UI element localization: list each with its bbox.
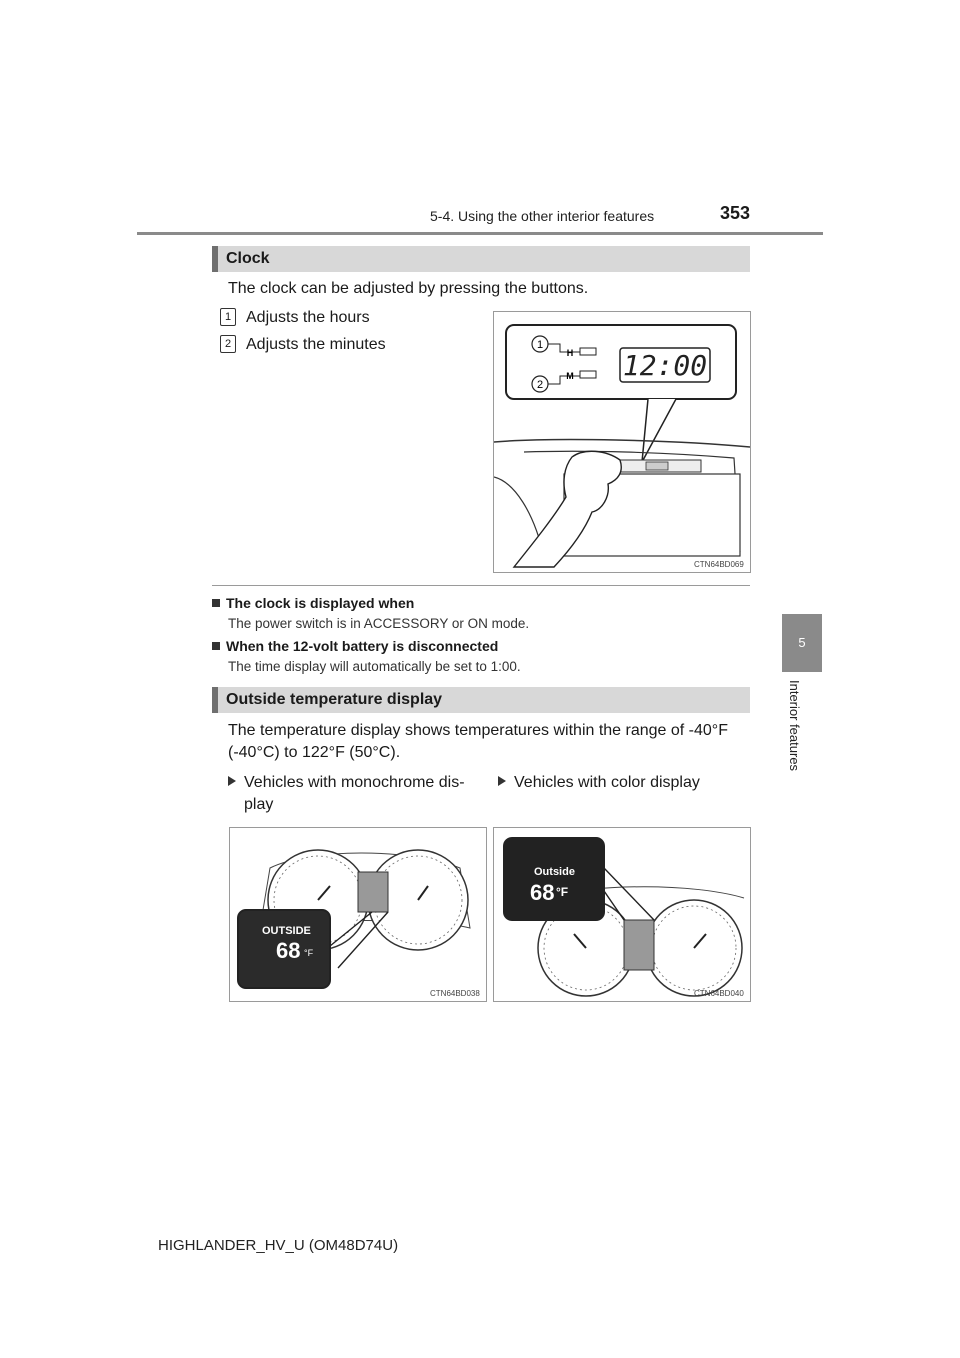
clock-illustration xyxy=(494,312,750,572)
variant-monochrome-label xyxy=(228,772,465,816)
variant-text: Vehicles with monochrome dis- xyxy=(244,774,465,791)
temperature-figure-color xyxy=(493,827,751,1002)
mono-temp-value: 68 xyxy=(276,938,301,963)
section-divider xyxy=(212,585,750,586)
chapter-tab: 5 xyxy=(782,614,822,672)
item-text: Adjusts the minutes xyxy=(246,336,386,353)
item-number-badge: 1 xyxy=(220,308,236,326)
temp-intro-line1: The temperature display shows temperatures within the range of -40°F xyxy=(228,722,728,739)
note-heading-text: The clock is displayed when xyxy=(226,595,415,611)
clock-intro: The clock can be adjusted by pressing the buttons. xyxy=(228,280,589,297)
section-heading-outside-temperature: Outside temperature display xyxy=(212,687,750,713)
clock-figure xyxy=(493,311,751,573)
figure-code: CTN64BD038 xyxy=(430,989,480,998)
variant-text-cont: play xyxy=(244,796,274,813)
figure-code: CTN64BD069 xyxy=(694,560,744,569)
footer-model-code: HIGHLANDER_HV_U (OM48D74U) xyxy=(158,1237,399,1254)
clock-item-hours xyxy=(220,308,370,327)
note-heading-text: When the 12-volt battery is disconnected xyxy=(226,638,499,654)
square-bullet-icon xyxy=(212,599,220,607)
callout-1: 1 xyxy=(536,339,544,351)
temp-intro-line2: (-40°C) to 122°F (50°C). xyxy=(228,744,401,761)
clock-item-minutes xyxy=(220,335,386,354)
color-outside-label: Outside xyxy=(534,866,575,878)
chapter-title: Interior features xyxy=(787,680,802,772)
note-text-clock-displayed: The power switch is in ACCESSORY or ON mode. xyxy=(228,616,530,631)
monochrome-cluster-illustration xyxy=(230,828,486,1001)
button-m-label: M xyxy=(566,371,574,381)
section-heading-clock: Clock xyxy=(212,246,750,272)
color-temp-value: 68 xyxy=(530,880,555,905)
variant-text: Vehicles with color display xyxy=(514,774,700,791)
note-text-battery-disconnected: The time display will automatically be set to 1:00. xyxy=(228,659,521,674)
header-section-title: 5-4. Using the other interior features xyxy=(430,208,655,224)
color-temp-unit: °F xyxy=(556,885,569,899)
chapter-title-vertical xyxy=(788,680,808,820)
mono-outside-label: OUTSIDE xyxy=(262,925,311,937)
item-text: Adjusts the hours xyxy=(246,309,370,326)
clock-digits: 12:00 xyxy=(622,349,708,382)
item-number-badge: 2 xyxy=(220,335,236,353)
header-divider xyxy=(137,232,823,235)
callout-2: 2 xyxy=(536,379,544,391)
button-h-label: H xyxy=(566,348,574,358)
square-bullet-icon xyxy=(212,642,220,650)
note-heading-clock-displayed xyxy=(212,595,414,611)
page-number: 353 xyxy=(720,203,751,223)
temperature-figure-monochrome xyxy=(229,827,487,1002)
variant-color-label xyxy=(498,772,700,794)
triangle-bullet-icon xyxy=(498,776,506,786)
triangle-bullet-icon xyxy=(228,776,236,786)
note-heading-battery-disconnected xyxy=(212,638,498,654)
color-cluster-illustration xyxy=(494,828,750,1001)
figure-code: CTN64BD040 xyxy=(694,989,744,998)
mono-temp-unit: °F xyxy=(304,948,314,958)
